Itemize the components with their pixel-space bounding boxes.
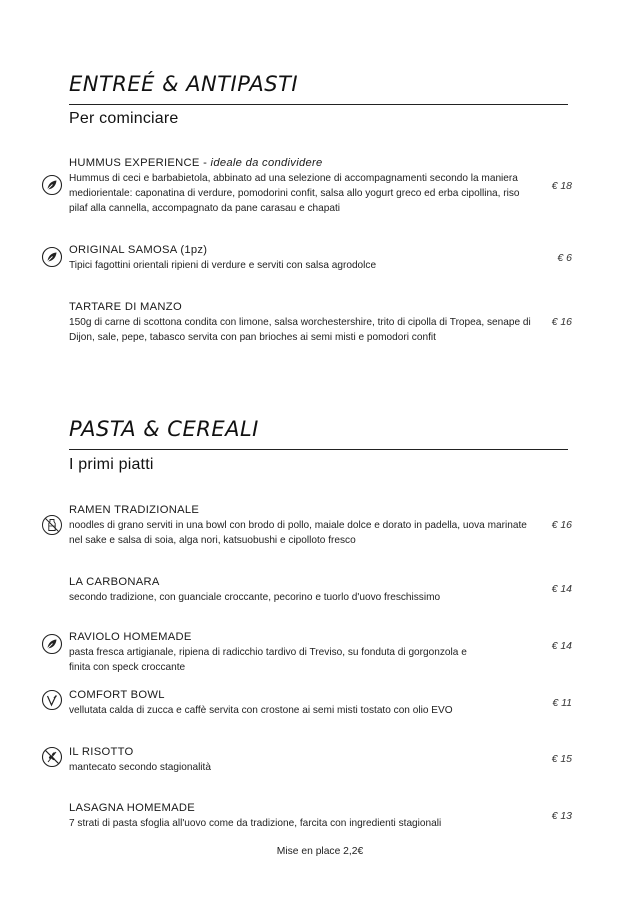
item-name: ORIGINAL SAMOSA (1pz) [69, 244, 208, 256]
menu-item [69, 687, 539, 718]
item-name: IL RISOTTO [69, 746, 134, 758]
menu-item [69, 299, 539, 345]
section-divider [69, 449, 568, 450]
item-price: € 13 [551, 810, 572, 822]
lactose-free-icon [41, 514, 63, 536]
gluten-free-icon [41, 746, 63, 768]
item-name: LASAGNA HOMEMADE [69, 802, 196, 814]
menu-item [69, 574, 539, 605]
menu-item [69, 502, 539, 548]
item-price: € 11 [552, 697, 572, 709]
item-price: € 16 [551, 316, 572, 328]
item-description: 7 strati di pasta sfoglia all'uovo come da tradizione, farcita con ingredienti stagionali [69, 818, 442, 829]
vegetarian-leaf-icon [41, 246, 63, 268]
item-note: ideale da condividere [210, 157, 323, 169]
item-name: COMFORT BOWL [69, 689, 165, 701]
vegetarian-leaf-icon [41, 633, 63, 655]
section-subtitle: Per cominciare [69, 110, 179, 127]
item-price: € 18 [551, 180, 572, 192]
item-description: Tipici fagottini orientali ripieni di verdure e serviti con salsa agrodolce [69, 260, 377, 271]
item-price: € 14 [551, 583, 572, 595]
item-name: RAVIOLO HOMEMADE [69, 631, 192, 643]
item-description: vellutata calda di zucca e caffè servita con crostone ai semi misti tostato con olio EVO [69, 705, 453, 716]
cover-charge-note: Mise en place 2,2€ [276, 846, 364, 857]
vegetarian-leaf-icon [41, 174, 63, 196]
section-title: PASTA & CEREALI [69, 417, 259, 441]
item-description: pasta fresca artigianale, ripiena di radicchio tardivo di Treviso, su fonduta di gorgonzola e finita con speck croccante [69, 647, 467, 673]
item-description: secondo tradizione, con guanciale croccante, pecorino e tuorlo d'uovo freschissimo [69, 592, 441, 603]
menu-item [69, 629, 469, 675]
item-price: € 14 [551, 640, 572, 652]
item-name: RAMEN TRADIZIONALE [69, 504, 200, 516]
menu-item [69, 155, 539, 216]
item-price: € 16 [551, 519, 572, 531]
item-price: € 15 [551, 753, 572, 765]
section-divider [69, 104, 568, 105]
item-description: Hummus di ceci e barbabietola, abbinato ad una selezione di accompagnamenti secondo la maniera mediorientale: caponatina di verdure, pomodorini confit, salsa allo yogurt greco ed erba cipollina, riso pilaf alla cannella, accompagnato da pane carasau e chapati [69, 173, 520, 214]
menu-item [69, 744, 539, 775]
section-title: ENTREÉ & ANTIPASTI [69, 72, 299, 96]
item-name: HUMMUS EXPERIENCE - ideale da condividere [69, 157, 323, 169]
item-price: € 6 [557, 252, 572, 264]
menu-item [69, 800, 539, 831]
item-description: mantecato secondo stagionalità [69, 762, 211, 773]
vegan-v-icon [41, 689, 63, 711]
menu-item [69, 242, 539, 273]
item-name: LA CARBONARA [69, 576, 160, 588]
item-description: 150g di carne di scottona condita con limone, salsa worchestershire, trito di cipolla di Tropea, senape di Dijon, sale, pepe, tabasco servita con pan brioches ai semi misti e pomodori confit [69, 317, 531, 343]
section-subtitle: I primi piatti [69, 456, 154, 473]
item-name: TARTARE DI MANZO [69, 301, 182, 313]
item-description: noodles di grano serviti in una bowl con brodo di pollo, maiale dolce e dorato in padella, uova marinate nel sake e salsa di soia, alga nori, katsuobushi e cipolloto fresco [69, 520, 527, 546]
